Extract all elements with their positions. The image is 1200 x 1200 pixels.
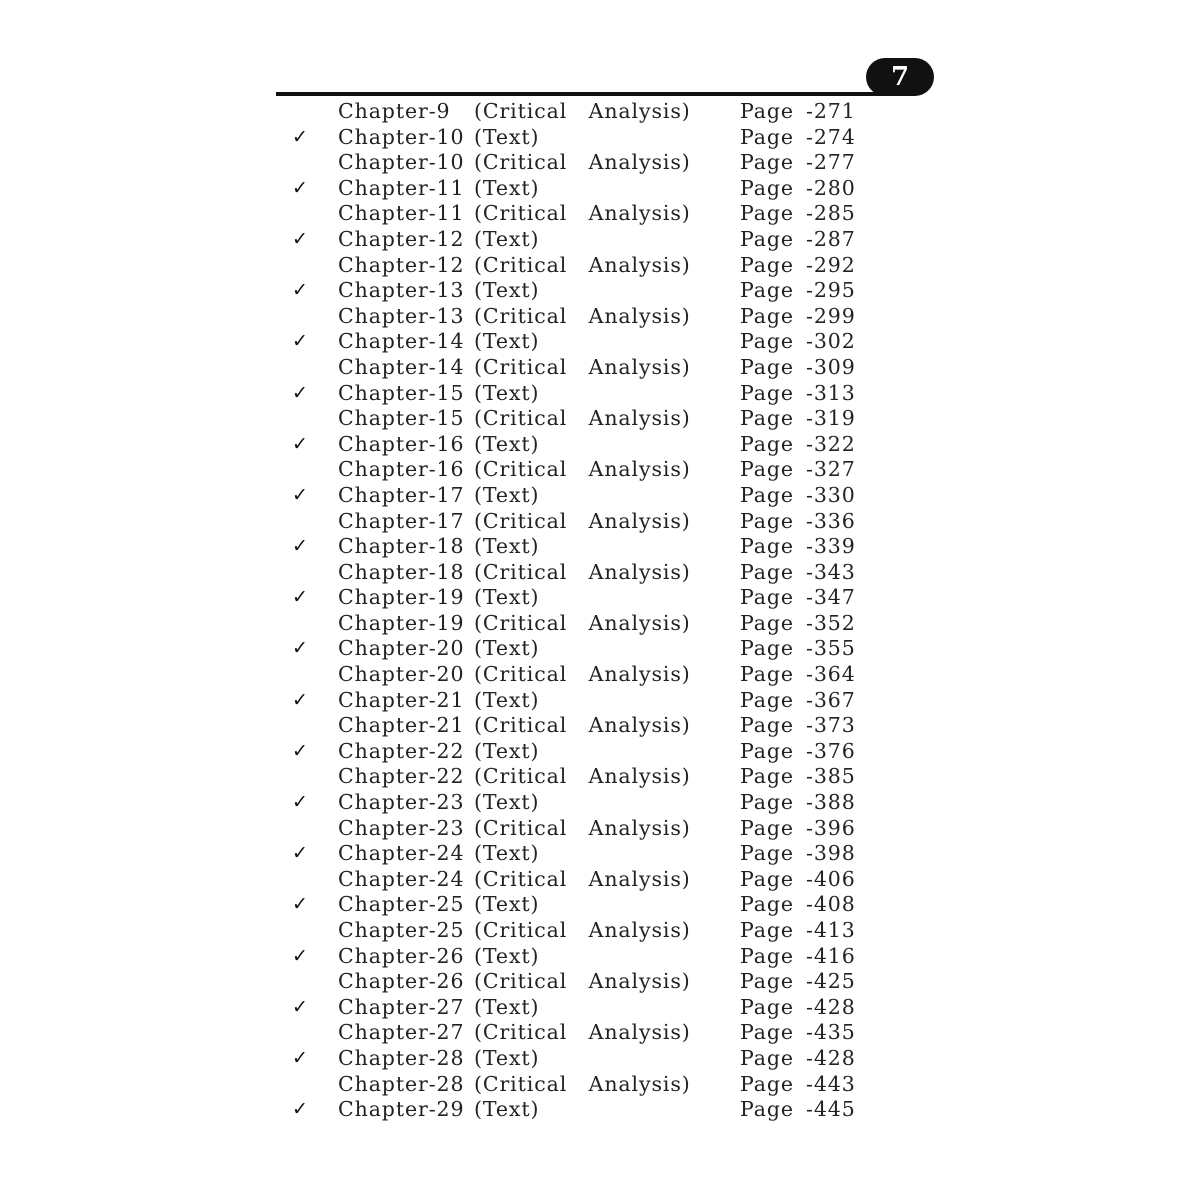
chapter-label: Chapter-11	[338, 175, 465, 200]
page-label: Page	[740, 508, 794, 533]
page-label: Page	[740, 278, 794, 303]
chapter-label: Chapter-19	[338, 610, 465, 635]
checkmark-icon: ✓	[292, 535, 309, 558]
chapter-label: Chapter-25	[338, 892, 465, 917]
section-type: (Text)	[474, 687, 540, 712]
page-label: Page	[740, 815, 794, 840]
page-label: Page	[740, 354, 794, 379]
page-number: -309	[806, 354, 856, 379]
page-label: Page	[740, 841, 794, 866]
chapter-label: Chapter-21	[338, 713, 465, 738]
toc-entry	[0, 790, 1200, 816]
chapter-label: Chapter-13	[338, 303, 465, 328]
chapter-label: Chapter-16	[338, 431, 465, 456]
chapter-label: Chapter-23	[338, 815, 465, 840]
chapter-label: Chapter-26	[338, 943, 465, 968]
toc-entry	[0, 560, 1200, 586]
chapter-label: Chapter-27	[338, 994, 465, 1019]
checkmark-icon: ✓	[292, 637, 309, 660]
page-number: -285	[806, 201, 856, 226]
toc-entry	[0, 483, 1200, 509]
toc-entry	[0, 995, 1200, 1021]
chapter-label: Chapter-12	[338, 252, 465, 277]
page-number: -313	[806, 380, 856, 405]
page-number: -425	[806, 969, 856, 994]
toc-entry	[0, 99, 1200, 125]
section-type: (Text)	[474, 329, 540, 354]
checkmark-icon: ✓	[292, 176, 309, 199]
page-label: Page	[740, 687, 794, 712]
chapter-label: Chapter-18	[338, 559, 465, 584]
page-number: -355	[806, 636, 856, 661]
toc-entry	[0, 534, 1200, 560]
page-label: Page	[740, 994, 794, 1019]
page-label: Page	[740, 1020, 794, 1045]
section-type: (Critical Analysis)	[474, 866, 691, 891]
toc-entry	[0, 253, 1200, 279]
section-type: (Text)	[474, 841, 540, 866]
checkmark-icon: ✓	[292, 432, 309, 455]
page-number: -367	[806, 687, 856, 712]
chapter-label: Chapter-21	[338, 687, 465, 712]
checkmark-icon: ✓	[292, 1046, 309, 1069]
chapter-label: Chapter-23	[338, 790, 465, 815]
page-number: -352	[806, 610, 856, 635]
page-number: -398	[806, 841, 856, 866]
toc-entry	[0, 636, 1200, 662]
toc-entry	[0, 918, 1200, 944]
page-label: Page	[740, 892, 794, 917]
page-number: -408	[806, 892, 856, 917]
page-label: Page	[740, 380, 794, 405]
toc-entry	[0, 969, 1200, 995]
toc-entry	[0, 739, 1200, 765]
toc-entry	[0, 304, 1200, 330]
checkmark-icon: ✓	[292, 688, 309, 711]
page-label: Page	[740, 226, 794, 251]
section-type: (Text)	[474, 636, 540, 661]
page-label: Page	[740, 610, 794, 635]
chapter-label: Chapter-27	[338, 1020, 465, 1045]
page-label: Page	[740, 943, 794, 968]
checkmark-icon: ✓	[292, 279, 309, 302]
section-type: (Text)	[474, 1045, 540, 1070]
page-label: Page	[740, 585, 794, 610]
section-type: (Text)	[474, 994, 540, 1019]
section-type: (Critical Analysis)	[474, 150, 691, 175]
section-type: (Text)	[474, 175, 540, 200]
page-number: -280	[806, 175, 856, 200]
section-type: (Critical Analysis)	[474, 201, 691, 226]
page-number: -327	[806, 457, 856, 482]
chapter-label: Chapter-11	[338, 201, 465, 226]
chapter-label: Chapter-24	[338, 841, 465, 866]
page-number: -330	[806, 482, 856, 507]
toc-entry	[0, 867, 1200, 893]
page-number: -302	[806, 329, 856, 354]
chapter-label: Chapter-18	[338, 534, 465, 559]
page-number-badge: 7	[866, 58, 934, 96]
page-number: -416	[806, 943, 856, 968]
checkmark-icon: ✓	[292, 995, 309, 1018]
toc-entry	[0, 278, 1200, 304]
page-number: -396	[806, 815, 856, 840]
toc-entry	[0, 1020, 1200, 1046]
toc-entry	[0, 201, 1200, 227]
page-label: Page	[740, 201, 794, 226]
page-number: -336	[806, 508, 856, 533]
chapter-label: Chapter-13	[338, 278, 465, 303]
toc-entry	[0, 688, 1200, 714]
page-label: Page	[740, 124, 794, 149]
toc-entry	[0, 841, 1200, 867]
chapter-label: Chapter-17	[338, 508, 465, 533]
page-number: -347	[806, 585, 856, 610]
page-label: Page	[740, 713, 794, 738]
section-type: (Critical Analysis)	[474, 406, 691, 431]
chapter-label: Chapter-26	[338, 969, 465, 994]
page-number: -277	[806, 150, 856, 175]
page-label: Page	[740, 534, 794, 559]
table-of-contents	[0, 99, 1200, 1123]
chapter-label: Chapter-24	[338, 866, 465, 891]
page-number: -428	[806, 994, 856, 1019]
toc-entry	[0, 227, 1200, 253]
toc-entry	[0, 406, 1200, 432]
section-type: (Text)	[474, 431, 540, 456]
checkmark-icon: ✓	[292, 586, 309, 609]
toc-entry	[0, 892, 1200, 918]
page-label: Page	[740, 969, 794, 994]
chapter-label: Chapter-20	[338, 636, 465, 661]
checkmark-icon: ✓	[292, 381, 309, 404]
toc-entry	[0, 125, 1200, 151]
page-number: -299	[806, 303, 856, 328]
page-number: -319	[806, 406, 856, 431]
checkmark-icon: ✓	[292, 944, 309, 967]
section-type: (Critical Analysis)	[474, 713, 691, 738]
section-type: (Text)	[474, 892, 540, 917]
section-type: (Critical Analysis)	[474, 815, 691, 840]
checkmark-icon: ✓	[292, 125, 309, 148]
toc-entry	[0, 713, 1200, 739]
section-type: (Critical Analysis)	[474, 508, 691, 533]
page-label: Page	[740, 431, 794, 456]
page-number: -271	[806, 99, 856, 123]
chapter-label: Chapter-28	[338, 1045, 465, 1070]
section-type: (Critical Analysis)	[474, 1020, 691, 1045]
page-label: Page	[740, 1045, 794, 1070]
chapter-label: Chapter-12	[338, 226, 465, 251]
page-label: Page	[740, 866, 794, 891]
page-label: Page	[740, 482, 794, 507]
page-number: -406	[806, 866, 856, 891]
section-type: (Text)	[474, 380, 540, 405]
page-label: Page	[740, 252, 794, 277]
page-label: Page	[740, 99, 794, 123]
toc-entry	[0, 457, 1200, 483]
toc-entry	[0, 329, 1200, 355]
toc-entry	[0, 1072, 1200, 1098]
page-number: -413	[806, 918, 856, 942]
page-label: Page	[740, 764, 794, 789]
section-type: (Critical Analysis)	[474, 354, 691, 379]
chapter-label: Chapter-22	[338, 764, 465, 789]
section-type: (Text)	[474, 1097, 540, 1122]
chapter-label: Chapter-10	[338, 150, 465, 175]
section-type: (Critical Analysis)	[474, 918, 691, 942]
page-label: Page	[740, 406, 794, 431]
page-number: -295	[806, 278, 856, 303]
section-type: (Critical Analysis)	[474, 559, 691, 584]
page-number: -287	[806, 226, 856, 251]
toc-entry	[0, 150, 1200, 176]
checkmark-icon: ✓	[292, 227, 309, 250]
chapter-label: Chapter-16	[338, 457, 465, 482]
chapter-label: Chapter-20	[338, 662, 465, 687]
toc-entry	[0, 816, 1200, 842]
page-number: -388	[806, 790, 856, 815]
toc-entry	[0, 944, 1200, 970]
section-type: (Critical Analysis)	[474, 252, 691, 277]
chapter-label: Chapter-14	[338, 329, 465, 354]
checkmark-icon: ✓	[292, 330, 309, 353]
chapter-label: Chapter-19	[338, 585, 465, 610]
toc-entry	[0, 509, 1200, 535]
chapter-label: Chapter-15	[338, 406, 465, 431]
section-type: (Text)	[474, 790, 540, 815]
page-label: Page	[740, 303, 794, 328]
toc-entry	[0, 1097, 1200, 1123]
section-type: (Text)	[474, 738, 540, 763]
toc-entry	[0, 662, 1200, 688]
page-number: -364	[806, 662, 856, 687]
chapter-label: Chapter-22	[338, 738, 465, 763]
page-number: -445	[806, 1097, 856, 1122]
header-rule	[276, 92, 896, 96]
checkmark-icon: ✓	[292, 842, 309, 865]
page-label: Page	[740, 1071, 794, 1096]
chapter-label: Chapter-28	[338, 1071, 465, 1096]
page-label: Page	[740, 662, 794, 687]
section-type: (Text)	[474, 943, 540, 968]
page-number: -274	[806, 124, 856, 149]
toc-entry	[0, 381, 1200, 407]
toc-entry	[0, 355, 1200, 381]
page-label: Page	[740, 738, 794, 763]
chapter-label: Chapter-29	[338, 1097, 465, 1122]
section-type: (Text)	[474, 124, 540, 149]
toc-entry	[0, 611, 1200, 637]
page-label: Page	[740, 329, 794, 354]
section-type: (Critical Analysis)	[474, 303, 691, 328]
section-type: (Text)	[474, 482, 540, 507]
chapter-label: Chapter-9	[338, 99, 451, 123]
page-number: -322	[806, 431, 856, 456]
section-type: (Critical Analysis)	[474, 764, 691, 789]
page-number: -292	[806, 252, 856, 277]
page-number: -385	[806, 764, 856, 789]
chapter-label: Chapter-25	[338, 918, 465, 942]
page-number: -376	[806, 738, 856, 763]
section-type: (Text)	[474, 278, 540, 303]
toc-entry	[0, 176, 1200, 202]
page-label: Page	[740, 790, 794, 815]
page-number: -373	[806, 713, 856, 738]
checkmark-icon: ✓	[292, 739, 309, 762]
page-label: Page	[740, 150, 794, 175]
section-type: (Text)	[474, 534, 540, 559]
checkmark-icon: ✓	[292, 893, 309, 916]
section-type: (Critical Analysis)	[474, 969, 691, 994]
page-label: Page	[740, 1097, 794, 1122]
toc-entry	[0, 432, 1200, 458]
section-type: (Text)	[474, 226, 540, 251]
page-number: -435	[806, 1020, 856, 1045]
section-type: (Critical Analysis)	[474, 610, 691, 635]
chapter-label: Chapter-10	[338, 124, 465, 149]
page-number: -339	[806, 534, 856, 559]
chapter-label: Chapter-15	[338, 380, 465, 405]
page-number: -343	[806, 559, 856, 584]
chapter-label: Chapter-17	[338, 482, 465, 507]
toc-entry	[0, 764, 1200, 790]
toc-entry	[0, 585, 1200, 611]
page-label: Page	[740, 636, 794, 661]
toc-entry	[0, 1046, 1200, 1072]
page-label: Page	[740, 559, 794, 584]
page-number: -443	[806, 1071, 856, 1096]
section-type: (Critical Analysis)	[474, 1071, 691, 1096]
chapter-label: Chapter-14	[338, 354, 465, 379]
section-type: (Critical Analysis)	[474, 662, 691, 687]
page-label: Page	[740, 175, 794, 200]
page-label: Page	[740, 457, 794, 482]
checkmark-icon: ✓	[292, 483, 309, 506]
page-label: Page	[740, 918, 794, 942]
page-number: -428	[806, 1045, 856, 1070]
checkmark-icon: ✓	[292, 1098, 309, 1121]
checkmark-icon: ✓	[292, 791, 309, 814]
section-type: (Critical Analysis)	[474, 99, 691, 123]
section-type: (Critical Analysis)	[474, 457, 691, 482]
section-type: (Text)	[474, 585, 540, 610]
